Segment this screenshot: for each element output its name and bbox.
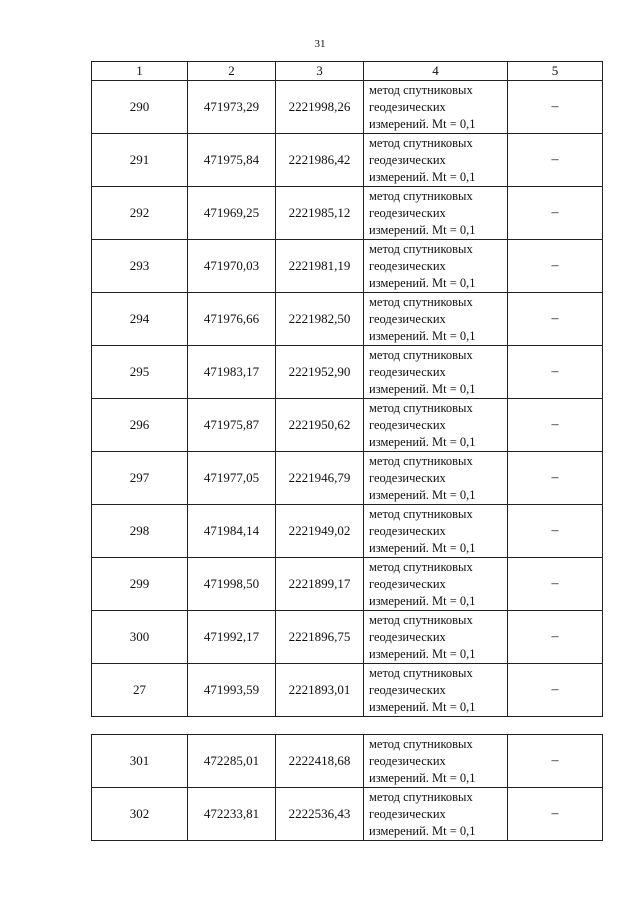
method-line-1: метод спутниковых <box>369 736 473 751</box>
x-coordinate-cell: 471969,25 <box>188 187 276 240</box>
y-coordinate-cell: 2221899,17 <box>276 558 364 611</box>
point-number-cell: 296 <box>92 399 188 452</box>
method-line-2: геодезических <box>369 629 446 644</box>
method-line-2: геодезических <box>369 205 446 220</box>
point-number-cell: 290 <box>92 81 188 134</box>
coordinates-table <box>91 61 603 841</box>
y-coordinate-cell: 2221985,12 <box>276 187 364 240</box>
method-line-2: геодезических <box>369 152 446 167</box>
method-line-2: геодезических <box>369 364 446 379</box>
col5-cell: – <box>508 134 603 187</box>
col5-cell: – <box>508 611 603 664</box>
col5-cell: – <box>508 81 603 134</box>
table-row <box>92 452 603 505</box>
y-coordinate-cell: 2221896,75 <box>276 611 364 664</box>
method-line-3: измерений. Mt = 0,1 <box>369 646 476 661</box>
y-coordinate-cell: 2221998,26 <box>276 81 364 134</box>
point-number-cell: 292 <box>92 187 188 240</box>
x-coordinate-cell: 471970,03 <box>188 240 276 293</box>
method-cell <box>364 505 508 558</box>
y-coordinate-cell: 2222536,43 <box>276 788 364 841</box>
table-row <box>92 293 603 346</box>
method-cell <box>364 187 508 240</box>
method-line-1: метод спутниковых <box>369 294 473 309</box>
point-number-cell: 302 <box>92 788 188 841</box>
y-coordinate-cell: 2221982,50 <box>276 293 364 346</box>
table-row <box>92 505 603 558</box>
method-line-3: измерений. Mt = 0,1 <box>369 328 476 343</box>
point-number-cell: 297 <box>92 452 188 505</box>
method-cell <box>364 558 508 611</box>
x-coordinate-cell: 471975,84 <box>188 134 276 187</box>
table-row <box>92 735 603 788</box>
header-col-4: 4 <box>364 62 508 81</box>
point-number-cell: 299 <box>92 558 188 611</box>
x-coordinate-cell: 472233,81 <box>188 788 276 841</box>
method-line-1: метод спутниковых <box>369 82 473 97</box>
method-line-1: метод спутниковых <box>369 188 473 203</box>
x-coordinate-cell: 471992,17 <box>188 611 276 664</box>
header-col-5: 5 <box>508 62 603 81</box>
method-line-1: метод спутниковых <box>369 400 473 415</box>
col5-cell: – <box>508 452 603 505</box>
method-line-2: геодезических <box>369 417 446 432</box>
method-cell <box>364 81 508 134</box>
point-number-cell: 295 <box>92 346 188 399</box>
separator-cell <box>92 717 603 735</box>
method-cell <box>364 735 508 788</box>
method-line-1: метод спутниковых <box>369 506 473 521</box>
col5-cell: – <box>508 399 603 452</box>
point-number-cell: 301 <box>92 735 188 788</box>
method-line-1: метод спутниковых <box>369 347 473 362</box>
y-coordinate-cell: 2221949,02 <box>276 505 364 558</box>
method-line-3: измерений. Mt = 0,1 <box>369 381 476 396</box>
method-cell <box>364 293 508 346</box>
col5-cell: – <box>508 735 603 788</box>
method-line-1: метод спутниковых <box>369 789 473 804</box>
table-row <box>92 788 603 841</box>
table-row <box>92 558 603 611</box>
point-number-cell: 293 <box>92 240 188 293</box>
header-col-3: 3 <box>276 62 364 81</box>
method-line-2: геодезических <box>369 682 446 697</box>
method-cell <box>364 452 508 505</box>
point-number-cell: 294 <box>92 293 188 346</box>
y-coordinate-cell: 2221981,19 <box>276 240 364 293</box>
table-row <box>92 399 603 452</box>
method-line-3: измерений. Mt = 0,1 <box>369 169 476 184</box>
table-row <box>92 81 603 134</box>
x-coordinate-cell: 471993,59 <box>188 664 276 717</box>
x-coordinate-cell: 471973,29 <box>188 81 276 134</box>
method-line-2: геодезических <box>369 806 446 821</box>
method-line-3: измерений. Mt = 0,1 <box>369 487 476 502</box>
method-line-1: метод спутниковых <box>369 559 473 574</box>
x-coordinate-cell: 471976,66 <box>188 293 276 346</box>
table-row <box>92 346 603 399</box>
method-cell <box>364 399 508 452</box>
method-line-3: измерений. Mt = 0,1 <box>369 770 476 785</box>
x-coordinate-cell: 471975,87 <box>188 399 276 452</box>
col5-cell: – <box>508 664 603 717</box>
method-line-2: геодезических <box>369 258 446 273</box>
x-coordinate-cell: 471983,17 <box>188 346 276 399</box>
method-cell <box>364 240 508 293</box>
method-line-2: геодезических <box>369 99 446 114</box>
table-row <box>92 240 603 293</box>
method-line-3: измерений. Mt = 0,1 <box>369 540 476 555</box>
method-cell <box>364 664 508 717</box>
table-row <box>92 664 603 717</box>
header-row <box>92 62 603 81</box>
table-row <box>92 611 603 664</box>
table-row <box>92 187 603 240</box>
method-line-1: метод спутниковых <box>369 453 473 468</box>
page-number: 31 <box>314 38 326 50</box>
method-cell <box>364 346 508 399</box>
y-coordinate-cell: 2222418,68 <box>276 735 364 788</box>
method-line-2: геодезических <box>369 753 446 768</box>
method-line-2: геодезических <box>369 523 446 538</box>
col5-cell: – <box>508 505 603 558</box>
method-line-2: геодезических <box>369 311 446 326</box>
point-number-cell: 298 <box>92 505 188 558</box>
method-line-3: измерений. Mt = 0,1 <box>369 275 476 290</box>
header-col-2: 2 <box>188 62 276 81</box>
col5-cell: – <box>508 240 603 293</box>
col5-cell: – <box>508 293 603 346</box>
y-coordinate-cell: 2221893,01 <box>276 664 364 717</box>
col5-cell: – <box>508 788 603 841</box>
y-coordinate-cell: 2221986,42 <box>276 134 364 187</box>
method-line-3: измерений. Mt = 0,1 <box>369 434 476 449</box>
method-line-1: метод спутниковых <box>369 241 473 256</box>
x-coordinate-cell: 471977,05 <box>188 452 276 505</box>
method-line-1: метод спутниковых <box>369 612 473 627</box>
method-cell <box>364 134 508 187</box>
col5-cell: – <box>508 346 603 399</box>
x-coordinate-cell: 471984,14 <box>188 505 276 558</box>
table-row <box>92 134 603 187</box>
y-coordinate-cell: 2221952,90 <box>276 346 364 399</box>
method-line-3: измерений. Mt = 0,1 <box>369 823 476 838</box>
method-line-2: геодезических <box>369 576 446 591</box>
method-line-3: измерений. Mt = 0,1 <box>369 593 476 608</box>
method-line-3: измерений. Mt = 0,1 <box>369 699 476 714</box>
method-line-1: метод спутниковых <box>369 665 473 680</box>
col5-cell: – <box>508 558 603 611</box>
header-col-1: 1 <box>92 62 188 81</box>
col5-cell: – <box>508 187 603 240</box>
method-cell <box>364 788 508 841</box>
method-line-3: измерений. Mt = 0,1 <box>369 116 476 131</box>
method-line-2: геодезических <box>369 470 446 485</box>
y-coordinate-cell: 2221946,79 <box>276 452 364 505</box>
method-line-1: метод спутниковых <box>369 135 473 150</box>
point-number-cell: 291 <box>92 134 188 187</box>
method-cell <box>364 611 508 664</box>
point-number-cell: 27 <box>92 664 188 717</box>
section-separator-row <box>92 717 603 735</box>
x-coordinate-cell: 472285,01 <box>188 735 276 788</box>
point-number-cell: 300 <box>92 611 188 664</box>
y-coordinate-cell: 2221950,62 <box>276 399 364 452</box>
x-coordinate-cell: 471998,50 <box>188 558 276 611</box>
method-line-3: измерений. Mt = 0,1 <box>369 222 476 237</box>
